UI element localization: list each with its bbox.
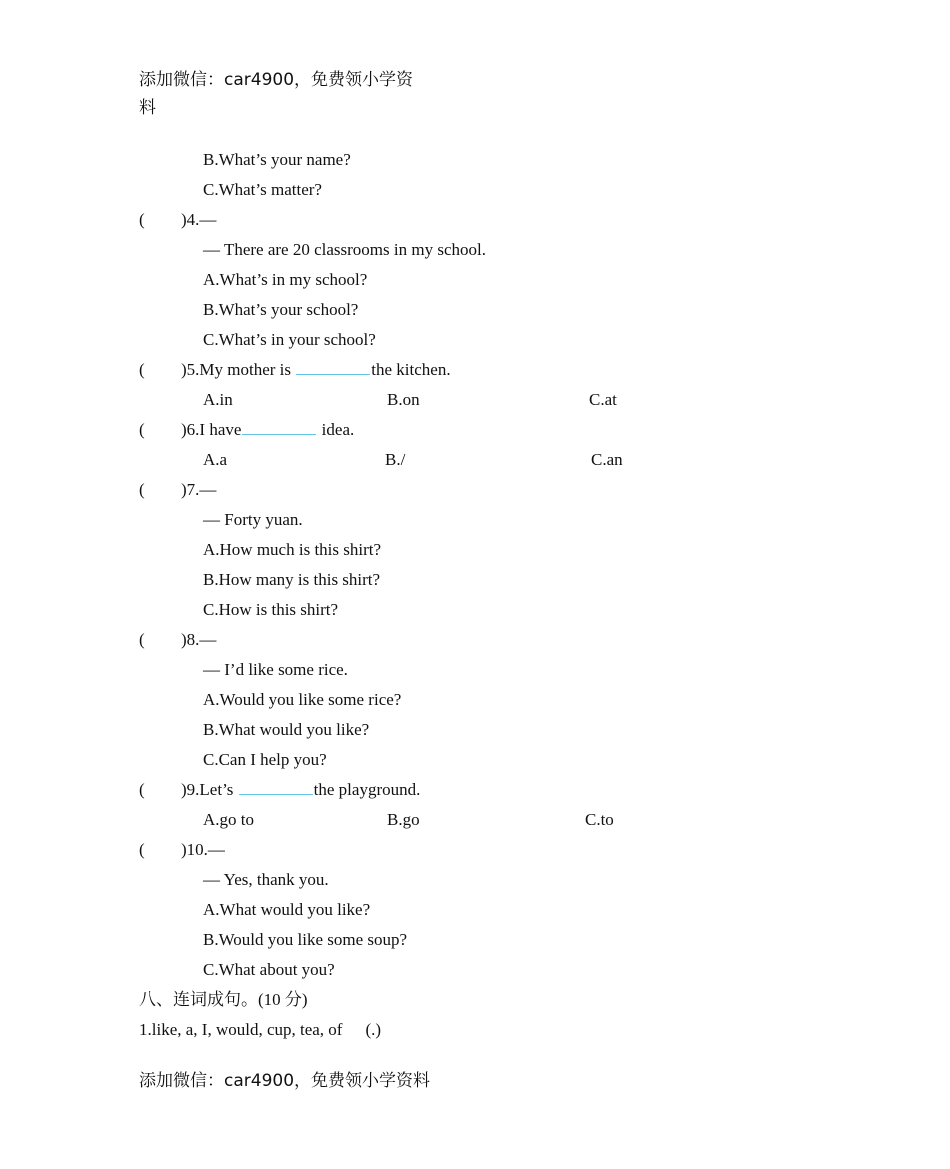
q3-option-c: C.What’s matter? xyxy=(203,180,322,199)
q7-response: — Forty yuan. xyxy=(203,510,303,529)
q7-stem xyxy=(0,475,950,505)
q7-answer-paren: ( xyxy=(139,480,145,499)
watermark-top-line1: 添加微信：car4900，免费领小学资 xyxy=(139,70,414,90)
q5-text-before: )5.My mother is xyxy=(181,360,296,379)
q4-option-a: A.What’s in my school? xyxy=(203,270,368,289)
q4-response: — There are 20 classrooms in my school. xyxy=(203,240,486,259)
q9-option-b: B.go xyxy=(387,810,420,829)
q5-option-a: A.in xyxy=(203,390,233,409)
q10-option-a: A.What would you like? xyxy=(203,900,371,919)
q6-text-before: )6.I have xyxy=(181,420,242,439)
q9-stem xyxy=(0,775,950,805)
q7-option-c: C.How is this shirt? xyxy=(203,600,339,619)
watermark-top xyxy=(139,66,451,122)
section-8-heading xyxy=(139,985,308,1015)
q9-option-a: A.go to xyxy=(203,810,254,829)
q8-stem xyxy=(0,625,950,655)
s8-q1-words: 1.like, a, I, would, cup, tea, of xyxy=(139,1020,343,1039)
watermark-bottom: 添加微信：car4900，免费领小学资料 xyxy=(139,1071,431,1091)
q6-option-c: C.an xyxy=(591,450,623,469)
q7-option-a: A.How much is this shirt? xyxy=(203,540,382,559)
q9-answer-paren: ( xyxy=(139,780,145,799)
q9-option-c: C.to xyxy=(585,810,614,829)
q7-number: )7.— xyxy=(181,480,217,499)
section-8-title: 八、连词成句。 xyxy=(139,990,258,1010)
s8-question-1 xyxy=(139,1015,381,1045)
q8-number: )8.— xyxy=(181,630,217,649)
q6-blank xyxy=(242,416,316,435)
q5-blank xyxy=(296,356,370,375)
q6-answer-paren: ( xyxy=(139,420,145,439)
s8-q1-end-punct: (.) xyxy=(365,1020,382,1039)
q5-option-b: B.on xyxy=(387,390,420,409)
q4-answer-paren: ( xyxy=(139,210,145,229)
q6-text-after: idea. xyxy=(317,420,355,439)
q6-options xyxy=(0,445,950,475)
q4-stem xyxy=(0,205,950,235)
q8-response: — I’d like some rice. xyxy=(203,660,348,679)
q9-options xyxy=(0,805,950,835)
q8-option-c: C.Can I help you? xyxy=(203,750,327,769)
q4-option-c: C.What’s in your school? xyxy=(203,330,376,349)
q5-stem xyxy=(0,355,950,385)
q9-blank xyxy=(239,776,313,795)
q10-stem xyxy=(0,835,950,865)
q10-option-c: C.What about you? xyxy=(203,960,335,979)
q7-option-b: B.How many is this shirt? xyxy=(203,570,381,589)
watermark-top-line2: 料 xyxy=(139,98,156,118)
q10-number: )10.— xyxy=(181,840,225,859)
q6-text xyxy=(181,415,354,445)
q9-text-after: the playground. xyxy=(313,780,421,799)
q5-text-after: the kitchen. xyxy=(371,360,451,379)
q5-options xyxy=(0,385,950,415)
q4-option-b: B.What’s your school? xyxy=(203,300,359,319)
section-8-points: (10 分) xyxy=(258,990,308,1009)
q10-option-b: B.Would you like some soup? xyxy=(203,930,408,949)
q5-option-c: C.at xyxy=(589,390,617,409)
q8-option-b: B.What would you like? xyxy=(203,720,370,739)
q3-option-b: B.What’s your name? xyxy=(203,150,351,169)
q6-stem xyxy=(0,415,950,445)
q4-number: )4.— xyxy=(181,210,217,229)
q5-text xyxy=(181,355,451,385)
q8-option-a: A.Would you like some rice? xyxy=(203,690,402,709)
q9-text xyxy=(181,775,420,805)
q5-answer-paren: ( xyxy=(139,360,145,379)
q6-option-a: A.a xyxy=(203,450,228,469)
q10-response: — Yes, thank you. xyxy=(203,870,329,889)
q9-text-before: )9.Let’s xyxy=(181,780,238,799)
q10-answer-paren: ( xyxy=(139,840,145,859)
q6-option-b: B./ xyxy=(385,450,406,469)
q8-answer-paren: ( xyxy=(139,630,145,649)
